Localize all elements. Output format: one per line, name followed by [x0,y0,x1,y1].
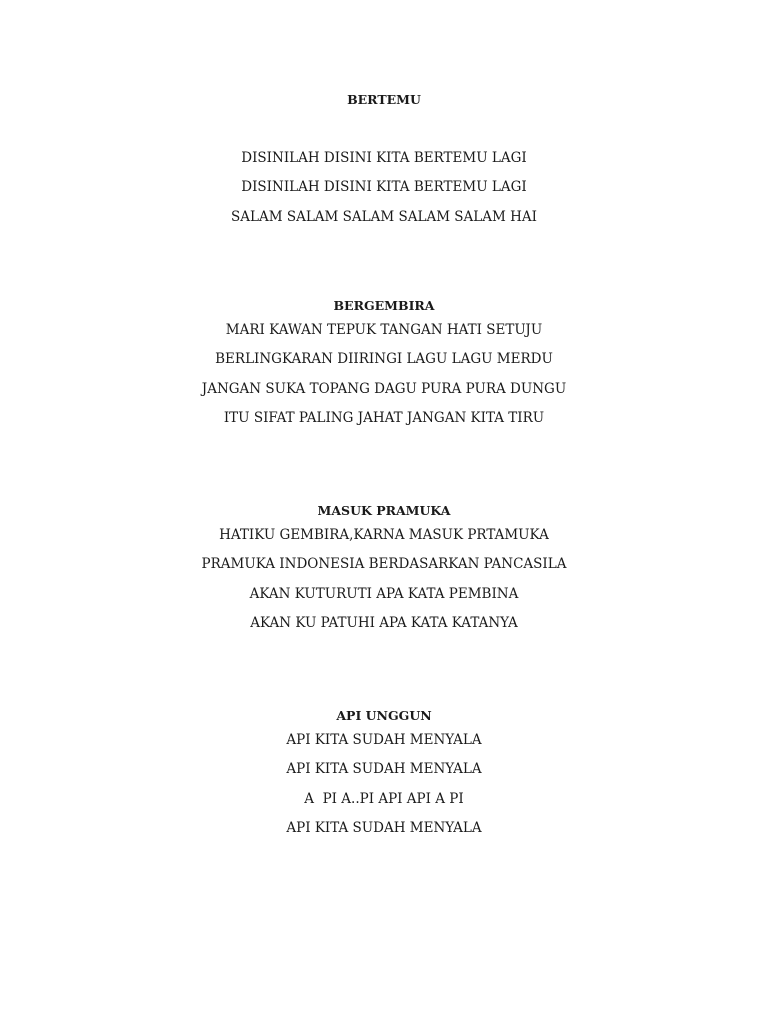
lyric-line: DISINILAH DISINI KITA BERTEMU LAGI [241,150,527,166]
song-api-unggun [0,706,768,843]
lyric-line: SALAM SALAM SALAM SALAM SALAM HAI [231,208,537,225]
lyric-line: AKAN KU PATUHI APA KATA KATANYA [250,614,518,631]
song-title: BERGEMBIRA [333,298,435,313]
lyrics [0,521,768,638]
lyric-line: HATIKU GEMBIRA,KARNA MASUK PRTAMUKA [219,527,549,543]
lyric-line: A PI A..PI API API A PI [304,790,464,807]
lyric-line: AKAN KUTURUTI APA KATA PEMBINA [249,585,519,602]
lyric-line: DISINILAH DISINI KITA BERTEMU LAGI [241,179,527,196]
lyric-line: MARI KAWAN TEPUK TANGAN HATI SETUJU [225,322,543,338]
song-title: API UNGGUN [336,708,432,723]
lyric-line: BERLINGKARAN DIIRINGI LAGU LAGU MERDU [215,351,553,368]
lyric-line: PRAMUKA INDONESIA BERDASARKAN PANCASILA [201,556,567,573]
lyrics [0,144,768,232]
lyrics [0,316,768,433]
lyric-line: API KITA SUDAH MENYALA [286,761,482,778]
song-masuk-pramuka [0,501,768,638]
song-title: BERTEMU [347,92,421,107]
lyric-line: ITU SIFAT PALING JAHAT JANGAN KITA TIRU [223,409,545,426]
song-bergembira [0,296,768,433]
song-title: MASUK PRAMUKA [317,503,451,518]
lyric-line: API KITA SUDAH MENYALA [286,819,482,836]
song-bertemu [0,90,768,232]
lyric-line: JANGAN SUKA TOPANG DAGU PURA PURA DUNGU [201,380,567,397]
lyric-line: API KITA SUDAH MENYALA [286,732,482,748]
lyrics [0,726,768,843]
